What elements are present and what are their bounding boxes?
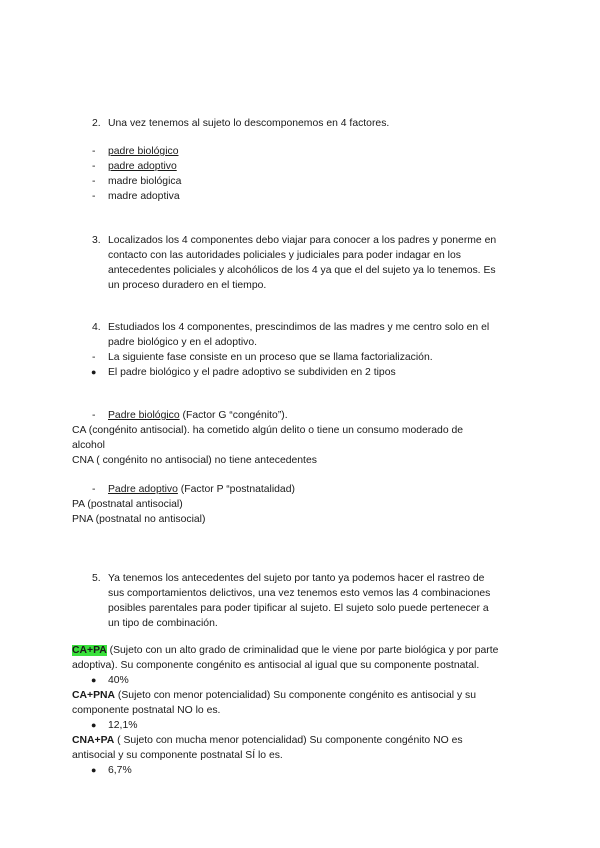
item-5-line: Ya tenemos los antecedentes del sujeto por tanto ya podemos hacer el rastreo de: [108, 573, 485, 584]
combo-ca-pna-percentage: 12,1%: [108, 720, 138, 731]
combo-ca-pa-line2: adoptiva). Su componente congénito es antisocial al igual que su componente postnatal.: [72, 660, 480, 671]
item-5-number: 5.: [92, 573, 101, 584]
item-5-line: posibles parentales para poder tipificar al sujeto. El sujeto solo puede pertenecer a: [108, 603, 489, 614]
item-3: [0, 233, 600, 295]
combo-cna-pa-line2: antisocial y su componente postnatal SÍ lo es.: [72, 750, 283, 761]
adoptivo-title-rest: (Factor P “postnatalidad): [177, 484, 295, 495]
dash-marker: -: [92, 484, 96, 495]
adoptivo-line: PNA (postnatal no antisocial): [72, 514, 206, 525]
item-4: [0, 320, 600, 382]
bullet-icon: ●: [91, 765, 97, 775]
combo-ca-pna-line: [72, 688, 476, 703]
bullet-icon: ●: [91, 720, 97, 730]
bullet-icon: ●: [91, 675, 97, 685]
item-5-line: sus comportamientos delictivos, una vez tenemos esto vemos las 4 combinaciones: [108, 588, 491, 599]
biologico-heading: [108, 408, 288, 423]
item-5-line: un tipo de combinación.: [108, 618, 218, 629]
item-3-line: contacto con las autoridades policiales y judiciales para poder indagar en los: [108, 250, 461, 261]
item-4-bullet-text: El padre biológico y el padre adoptivo se subdividen en 2 tipos: [108, 367, 396, 378]
adoptivo-title: Padre adoptivo: [108, 484, 178, 495]
item-4-line: Estudiados los 4 componentes, prescindimos de las madres y me centro solo en el: [108, 322, 490, 333]
item-4-dash-text: La siguiente fase consiste en un proceso que se llama factorialización.: [108, 352, 433, 363]
list-item: [0, 174, 600, 189]
combo-cna-pa-text: ( Sujeto con mucha menor potencialidad) Su componente congénito NO es: [114, 735, 463, 746]
item-3-line: un proceso duradero en el tiempo.: [108, 280, 267, 291]
item-3-line: Localizados los 4 componentes debo viajar para conocer a los padres y ponerme en: [108, 235, 497, 246]
combo-ca-pa-text: (Sujeto con un alto grado de criminalidad que le viene por parte biológica y por parte: [106, 645, 499, 656]
item-2-number: 2.: [92, 118, 101, 129]
combo-ca-pa-label: CA+PA: [72, 645, 107, 656]
combo-ca-pna-text: (Sujeto con menor potencialidad) Su componente congénito es antisocial y su: [115, 690, 477, 701]
combo-ca-pa-line: [72, 643, 498, 658]
biologico-title: Padre biológico: [108, 410, 180, 421]
item-3-line: antecedentes policiales y alcohólicos de los 4 ya que el del sujeto ya lo tenemos. Es: [108, 265, 496, 276]
list-item: [0, 144, 600, 159]
dash-marker: -: [92, 146, 96, 157]
adoptivo-heading: [108, 482, 295, 497]
item-5: [0, 571, 600, 633]
item-2-text: Una vez tenemos al sujeto lo descomponemos en 4 factores.: [108, 118, 390, 129]
adoptivo-line: PA (postnatal antisocial): [72, 499, 183, 510]
bullet-icon: ●: [91, 367, 97, 377]
factor-label: padre biológico: [108, 146, 179, 157]
biologico-line: alcohol: [72, 440, 105, 451]
dash-marker: -: [92, 410, 96, 421]
item-4-line: padre biológico y en el adoptivo.: [108, 337, 258, 348]
factor-label: madre biológica: [108, 176, 182, 187]
dash-marker: -: [92, 176, 96, 187]
item-3-number: 3.: [92, 235, 101, 246]
biologico-line: CNA ( congénito no antisocial) no tiene antecedentes: [72, 455, 317, 466]
combo-cna-pa-percentage: 6,7%: [108, 765, 132, 776]
biologico-section: [0, 408, 600, 470]
list-item: [0, 189, 600, 204]
factor-list: [0, 144, 600, 206]
dash-marker: -: [92, 161, 96, 172]
biologico-title-rest: (Factor G “congénito”).: [179, 410, 288, 421]
adoptivo-section: [0, 482, 600, 529]
item-4-number: 4.: [92, 322, 101, 333]
combinations: [0, 643, 600, 778]
list-item: [0, 159, 600, 174]
dash-marker: -: [92, 352, 96, 363]
combo-cna-pa-label: CNA+PA: [72, 735, 115, 746]
combo-ca-pna-label: CA+PNA: [72, 690, 116, 701]
factor-label: padre adoptivo: [108, 161, 177, 172]
combo-cna-pa-line: [72, 733, 463, 748]
combo-ca-pna-line2: componente postnatal NO lo es.: [72, 705, 221, 716]
dash-marker: -: [92, 191, 96, 202]
biologico-line: CA (congénito antisocial). ha cometido algún delito o tiene un consumo moderado de: [72, 425, 464, 436]
combo-ca-pa-percentage: 40%: [108, 675, 129, 686]
factor-label: madre adoptiva: [108, 191, 180, 202]
